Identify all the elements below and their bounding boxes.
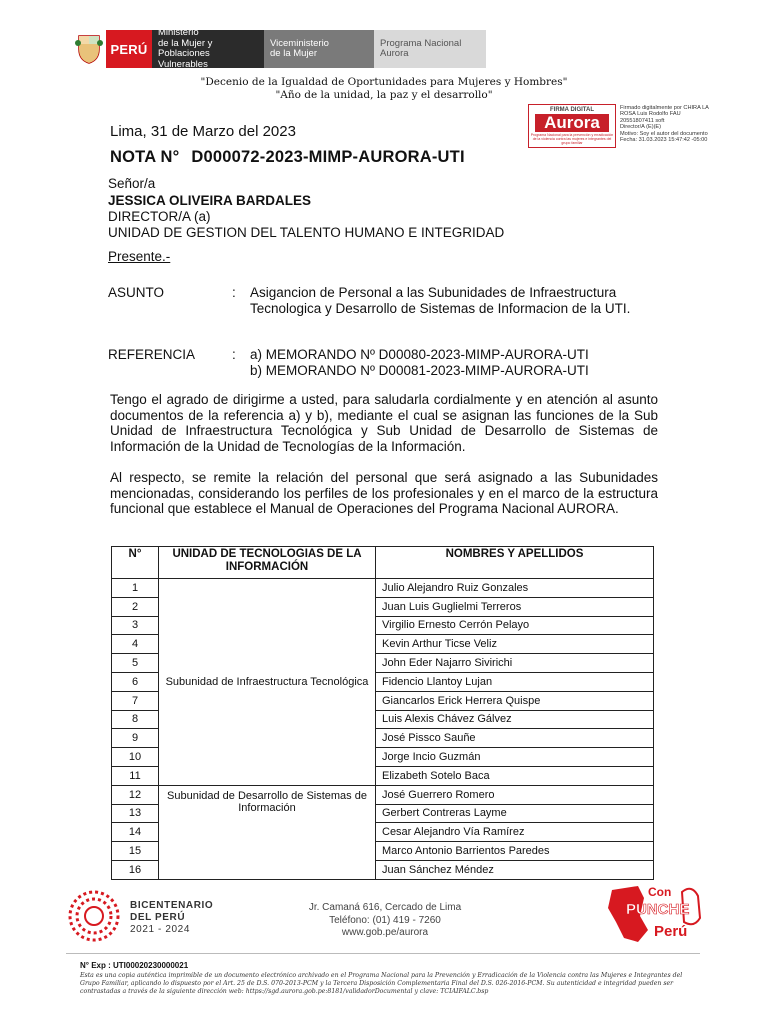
- document-date: Lima, 31 de Marzo del 2023: [110, 123, 296, 140]
- row-name: Luis Alexis Chávez Gálvez: [376, 710, 654, 729]
- country-badge: PERÚ: [106, 30, 152, 68]
- row-number: 9: [112, 729, 159, 748]
- presente-label: Presente.-: [108, 249, 171, 264]
- row-number: 15: [112, 842, 159, 861]
- col-header-unit: UNIDAD DE TECNOLOGIAS DE LA INFORMACIÓN: [159, 547, 376, 579]
- signature-line: Fecha: 31.03.2023 15:47:42 -05:00: [620, 137, 708, 144]
- decree-line-1: "Decenio de la Igualdad de Oportunidades para Mujeres y Hombres": [200, 76, 568, 88]
- col-header-names: NOMBRES Y APELLIDOS: [376, 547, 654, 579]
- table-row: [112, 579, 654, 598]
- punche-con: Con: [648, 885, 672, 899]
- signature-label: FIRMA DIGITAL: [550, 107, 594, 113]
- row-name: José Guerrero Romero: [376, 785, 654, 804]
- signature-line: Motivo: Soy el autor del documento: [620, 130, 708, 137]
- row-number: 5: [112, 654, 159, 673]
- row-number: 2: [112, 597, 159, 616]
- row-name: Jorge Incio Guzmán: [376, 748, 654, 767]
- row-number: 1: [112, 579, 159, 598]
- row-number: 7: [112, 691, 159, 710]
- asunto-label: ASUNTO: [108, 285, 165, 300]
- footer-divider: [66, 953, 700, 954]
- unit-cell-infraestructura: Subunidad de Infraestructura Tecnológica: [159, 579, 376, 786]
- signature-line: 20551807411 soft: [620, 117, 665, 124]
- signature-line: Director/A (E)(E): [620, 124, 662, 131]
- referencia-colon: :: [232, 347, 236, 362]
- digital-signature-logo: [528, 104, 616, 148]
- row-name: Juan Sánchez Méndez: [376, 860, 654, 879]
- salutation: Señor/a: [108, 176, 156, 191]
- punche-peru: Perú: [654, 923, 688, 940]
- row-name: Giancarlos Erick Herrera Quispe: [376, 691, 654, 710]
- recipient-role: DIRECTOR/A (a): [108, 209, 211, 224]
- row-number: 8: [112, 710, 159, 729]
- signature-line: ROSA Luis Rodolfo FAU: [620, 111, 681, 118]
- bicentenario-text: [130, 900, 213, 936]
- row-number: 6: [112, 672, 159, 691]
- ministry-line-3: Poblaciones Vulnerables: [158, 48, 210, 70]
- expediente-number: N° Exp : UTI00020230000021: [80, 961, 189, 970]
- bicentenario-logo-icon: [66, 888, 122, 944]
- row-number: 16: [112, 860, 159, 879]
- program-line-1: Programa Nacional: [380, 37, 462, 49]
- row-name: Fidencio Llantoy Lujan: [376, 672, 654, 691]
- aurora-logo-subtext: Programa Nacional para la prevención y erradicación de la violencia contra las mujeres e integrantes del grupo familiar: [530, 133, 614, 145]
- reference-b: b) MEMORANDO Nº D00081-2023-MIMP-AURORA-UTI: [250, 362, 589, 378]
- row-name: Juan Luis Guglielmi Terreros: [376, 597, 654, 616]
- row-name: Julio Alejandro Ruiz Gonzales: [376, 579, 654, 598]
- row-number: 14: [112, 823, 159, 842]
- con-punche-peru-logo: [598, 878, 708, 950]
- row-name: Elizabeth Sotelo Baca: [376, 766, 654, 785]
- recipient-unit: UNIDAD DE GESTION DEL TALENTO HUMANO E INTEGRIDAD: [108, 225, 505, 240]
- signature-line: Firmado digitalmente por CHIRA LA: [620, 105, 709, 111]
- footer-address: [300, 902, 470, 940]
- row-number: 11: [112, 766, 159, 785]
- punche-word: PUNCHE: [626, 901, 690, 918]
- website-link[interactable]: www.gob.pe/aurora: [341, 927, 429, 938]
- row-name: Virgilio Ernesto Cerrón Pelayo: [376, 616, 654, 635]
- signature-details: [620, 105, 730, 143]
- viceministry-line-2: de la Mujer: [270, 48, 317, 59]
- referencia-label: REFERENCIA: [108, 347, 196, 362]
- table-header-row: [112, 547, 654, 579]
- row-number: 12: [112, 785, 159, 804]
- program-block: [374, 30, 486, 68]
- bicentenario-line-1: BICENTENARIO: [130, 900, 214, 911]
- ministry-block: [152, 27, 264, 70]
- nota-label: NOTA N°: [110, 148, 180, 166]
- viceministry-block: [264, 30, 374, 68]
- ministry-line-2: de la Mujer y: [158, 37, 213, 49]
- row-number: 3: [112, 616, 159, 635]
- row-name: John Eder Najarro Sivirichi: [376, 654, 654, 673]
- col-header-number: N°: [112, 547, 159, 579]
- row-name: Cesar Alejandro Vía Ramírez: [376, 823, 654, 842]
- nota-number: [110, 148, 465, 167]
- nota-code: D000072-2023-MIMP-AURORA-UTI: [191, 148, 465, 166]
- row-name: Marco Antonio Barrientos Paredes: [376, 842, 654, 861]
- header-banner: [72, 27, 486, 70]
- referencia-list: [250, 347, 589, 378]
- bicentenario-line-3: 2021 - 2024: [130, 924, 190, 935]
- table-row: [112, 785, 654, 804]
- row-number: 4: [112, 635, 159, 654]
- asunto-colon: :: [232, 285, 236, 300]
- reference-a: a) MEMORANDO Nº D00080-2023-MIMP-AURORA-UTI: [250, 347, 589, 362]
- recipient-name: JESSICA OLIVEIRA BARDALES: [108, 193, 312, 208]
- legal-notice: Esta es una copia auténtica imprimible de un documento electrónico archivado en el Programa Nacional para la Prevención y Erradicación de la Violencia contra las Mujeres e Integrantes del Grupo Familiar, aplicando lo dispuesto por el Art. 25 de D.S. 070-2013-PCM y la Tercera Disposición Complementaria Final del D.S. 026-2016-PCM. Su autenticidad e integridad pueden ser contrastadas a través de la siguiente dirección web: https://sgd.aurora.gob.pe:8181/validadorDocumental y clave: TCIAIFALC.bsp: [80, 972, 683, 995]
- row-number: 10: [112, 748, 159, 767]
- asunto-text: Asigancion de Personal a las Subunidades de Infraestructura Tecnologica y Desarrollo de Sistemas de Informacion de la UTI.: [250, 285, 631, 316]
- address-line: Jr. Camaná 616, Cercado de Lima: [308, 902, 462, 913]
- row-name: Gerbert Contreras Layme: [376, 804, 654, 823]
- program-line-2: Aurora: [380, 48, 409, 59]
- personnel-table: [111, 546, 654, 880]
- row-name: Kevin Arthur Ticse Veliz: [376, 635, 654, 654]
- row-name: José Pissco Sauñe: [376, 729, 654, 748]
- row-number: 13: [112, 804, 159, 823]
- unit-cell-desarrollo: Subunidad de Desarrollo de Sistemas de Información: [159, 785, 376, 879]
- bicentenario-line-2: DEL PERÚ: [130, 912, 186, 923]
- paragraph-2: Al respecto, se remite la relación del personal que será asignado a las Subunidades mencionadas, considerando los perfiles de los profesionales y en el marco de la estructura funcional que establece el Manual de Operaciones del Programa Nacional AURORA.: [110, 470, 658, 516]
- coat-of-arms-icon: [72, 30, 106, 68]
- phone-line: Teléfono: (01) 419 - 7260: [329, 914, 441, 926]
- viceministry-line-1: Viceministerio: [270, 37, 329, 49]
- aurora-logo: Aurora: [535, 114, 609, 132]
- paragraph-1: Tengo el agrado de dirigirme a usted, para saludarla cordialmente y en atención al asunto documentos de la referencia a) y b), mediante el cual se asignan las funciones de la Sub Unidad de Infraestructura Tecnológica y Sub Unidad de Desarrollo de Sistemas de Información de la Unidad de Tecnologías de la Información.: [110, 392, 658, 454]
- ministry-line-1: Ministerio: [158, 27, 199, 38]
- decree-line-2: "Año de la unidad, la paz y el desarrollo": [275, 89, 493, 101]
